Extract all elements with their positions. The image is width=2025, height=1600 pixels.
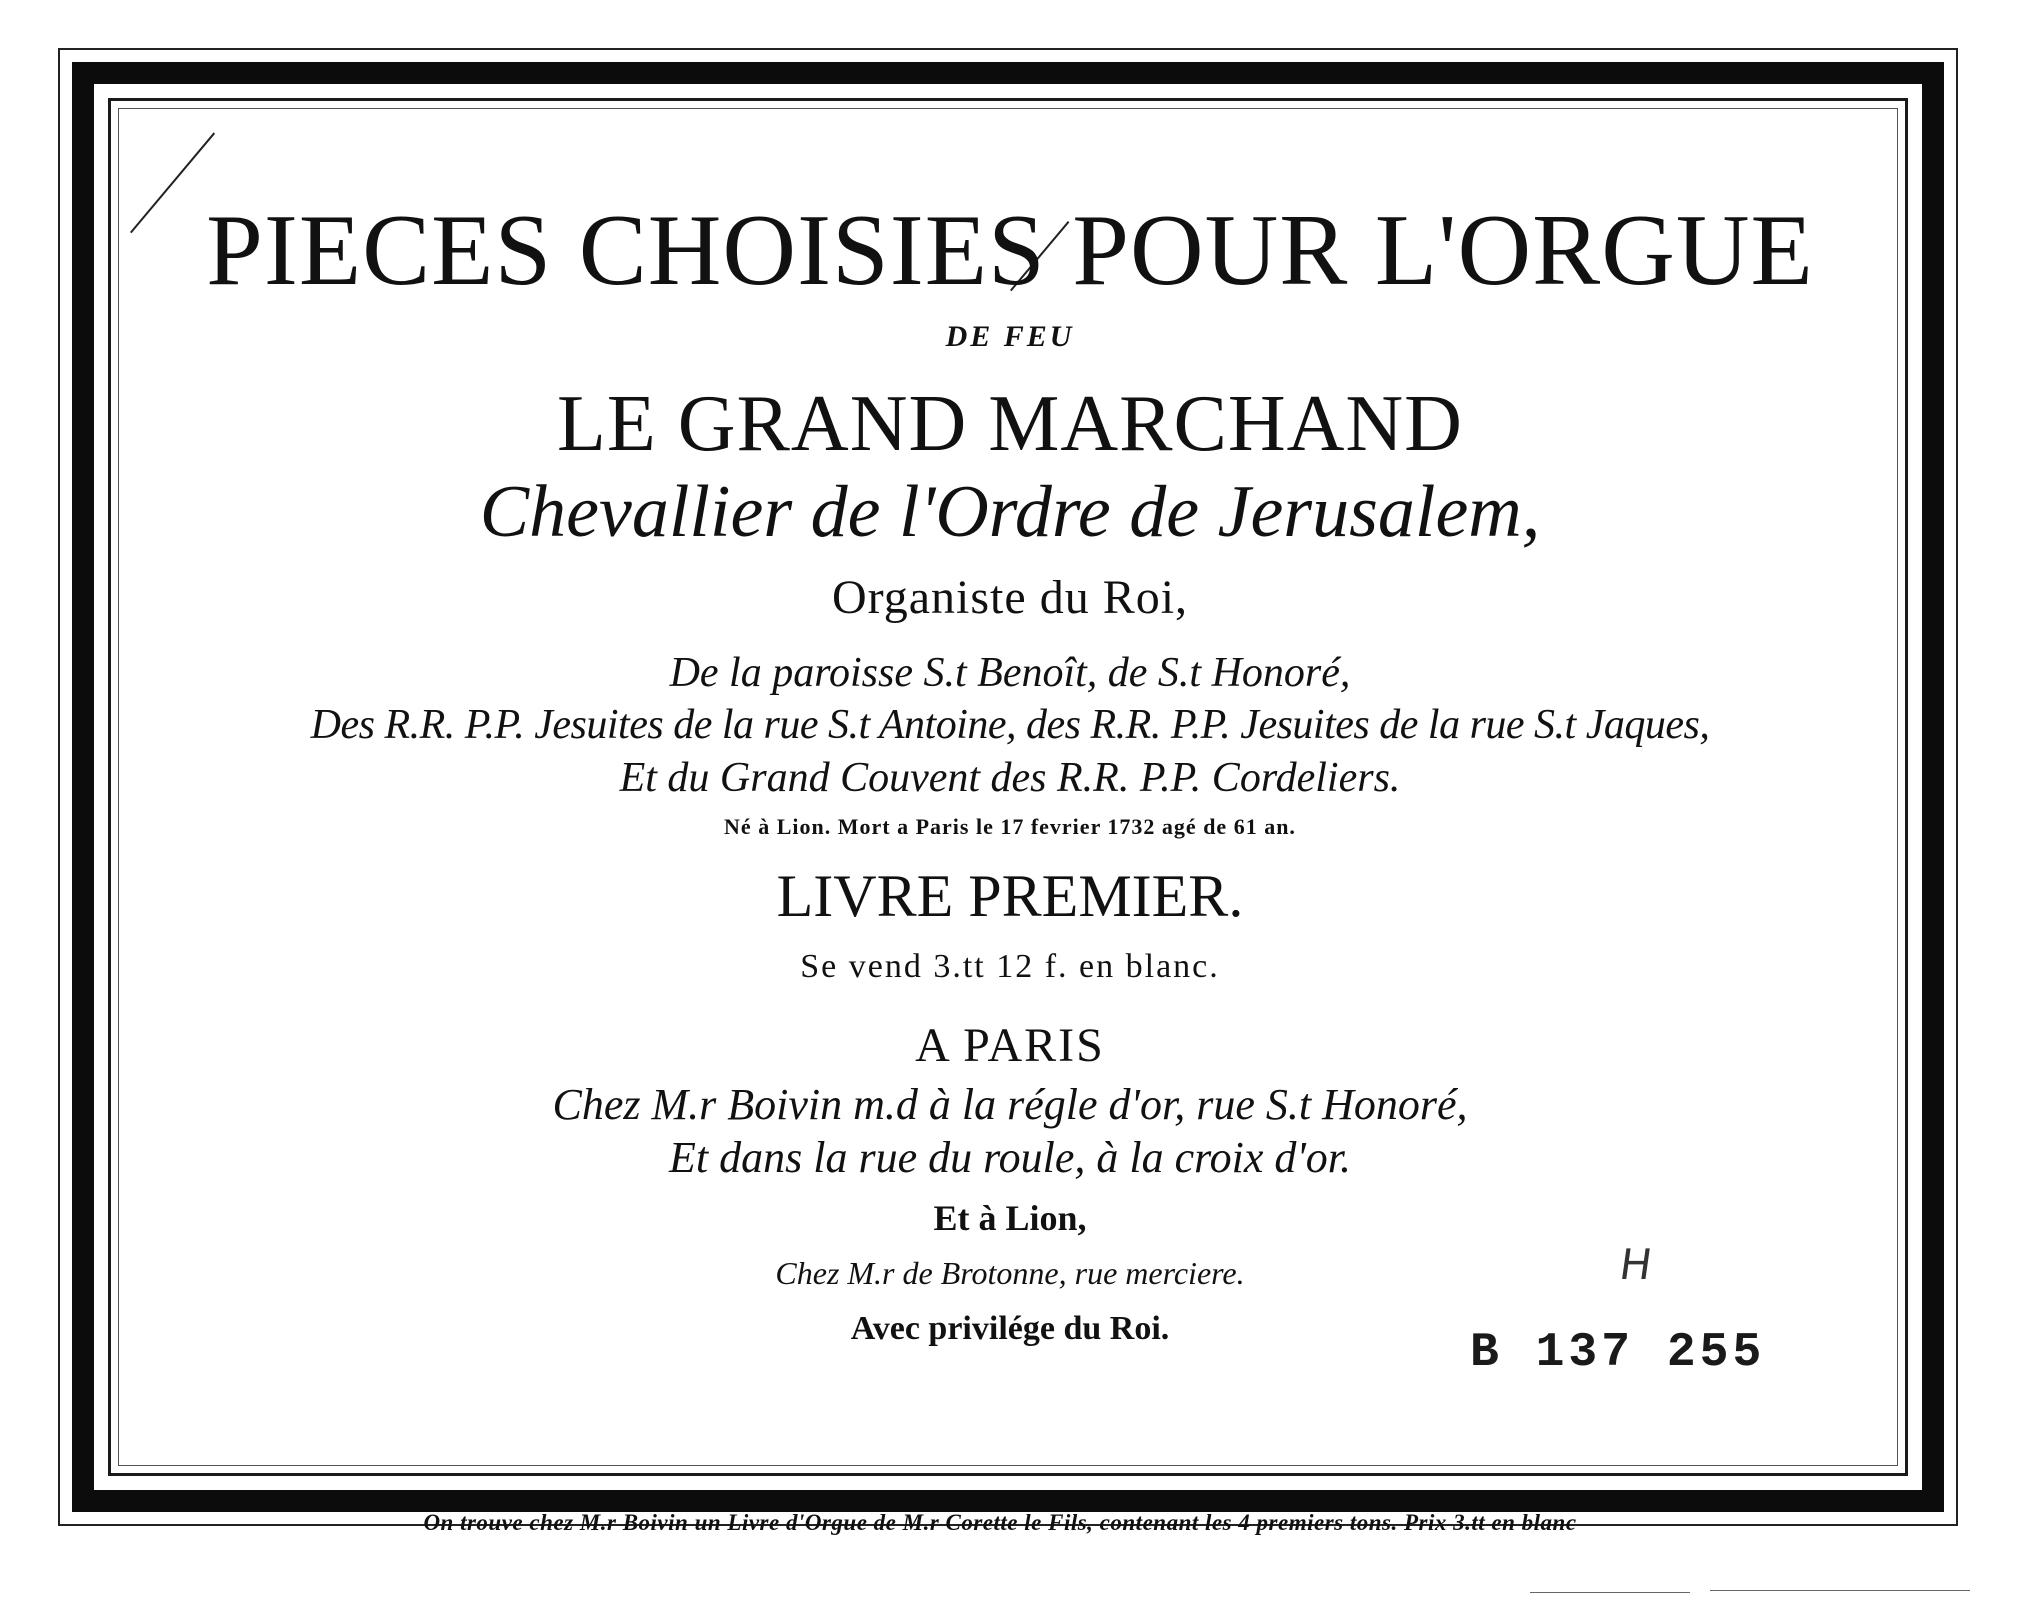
bottom-rule-right — [1710, 1590, 1970, 1591]
volume-title: LIVRE PREMIER. — [776, 863, 1244, 930]
composer-name: LE GRAND MARCHAND — [557, 380, 1463, 468]
publisher-boivin: Chez M.r Boivin m.d à la régle d'or, rue S.t Honoré, — [552, 1080, 1468, 1130]
organist-line: Organiste du Roi, — [831, 570, 1189, 624]
main-title: PIECES CHOISIES POUR L'ORGUE — [206, 194, 1814, 307]
order-line: Chevallier de l'Ordre de Jerusalem, — [479, 471, 1541, 553]
jesuites-line: Des R.R. P.P. Jesuites de la rue S.t Antoine, des R.R. P.P. Jesuites de la rue S.t Jaques, — [310, 702, 1710, 749]
parish-line: De la paroisse S.t Benoît, de S.t Honoré, — [669, 649, 1351, 696]
birth-death-line: Né à Lion. Mort a Paris le 17 fevrier 1732 agé de 61 an. — [724, 814, 1296, 840]
city-paris: A PARIS — [915, 1019, 1105, 1073]
cordeliers-line: Et du Grand Couvent des R.R. P.P. Cordeliers. — [619, 754, 1401, 801]
title-block — [130, 110, 1890, 1348]
privilege-line: Avec privilége du Roi. — [850, 1309, 1170, 1347]
footer-advertisement: On trouve chez M.r Boivin un Livre d'Orgue de M.r Corette le Fils, contenant les 4 premiers tons. Prix 3.tt en blanc — [423, 1510, 1577, 1535]
library-shelfmark-stamp: B 137 255 — [1470, 1326, 1766, 1380]
bottom-rule-left — [1530, 1592, 1690, 1593]
price-line: Se vend 3.tt 12 f. en blanc. — [800, 948, 1220, 986]
pencil-mark: H — [1616, 1240, 1656, 1289]
de-feu-line: DE FEU — [945, 320, 1075, 353]
city-lion: Et à Lion, — [933, 1197, 1087, 1238]
publisher-address: Et dans la rue du roule, à la croix d'or. — [669, 1132, 1351, 1182]
publisher-brotonne: Chez M.r de Brotonne, rue merciere. — [775, 1254, 1245, 1291]
